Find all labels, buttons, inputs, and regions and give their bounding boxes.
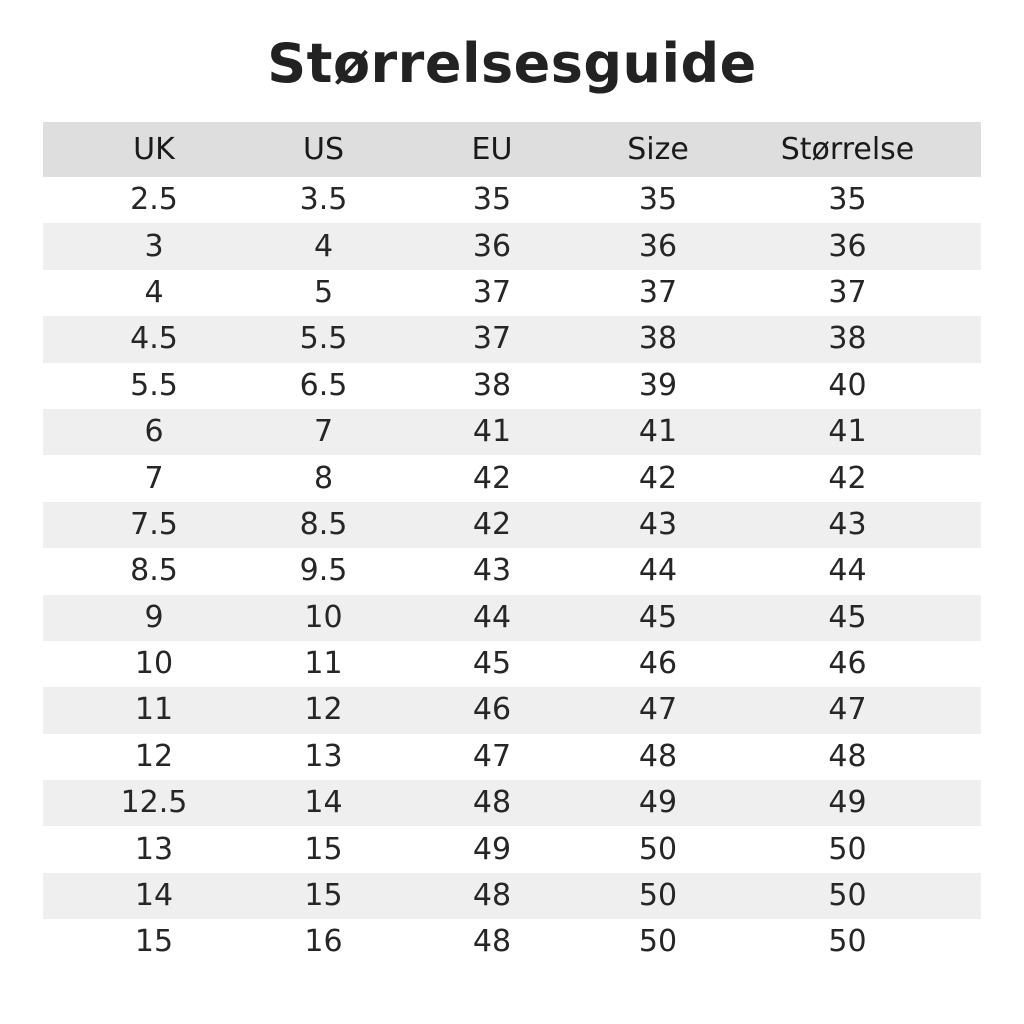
table-row — [43, 363, 981, 409]
cell-size: 50 — [638, 878, 678, 914]
cell-us: 5.5 — [299, 321, 348, 357]
cell-storrelse: 50 — [828, 878, 867, 914]
cell-uk: 15 — [134, 924, 174, 960]
table-row — [43, 873, 981, 919]
header-us: US — [302, 131, 344, 167]
cell-us: 13 — [304, 738, 343, 774]
cell-eu: 44 — [472, 599, 512, 635]
table-row — [43, 177, 981, 223]
cell-eu: 47 — [472, 738, 512, 774]
cell-eu: 48 — [472, 878, 512, 914]
table-header-row — [43, 122, 981, 177]
table-row — [43, 826, 981, 872]
cell-us: 7 — [313, 414, 334, 450]
cell-uk: 4.5 — [130, 321, 178, 357]
table-row — [43, 223, 981, 269]
table-row — [43, 595, 981, 641]
cell-us: 16 — [304, 924, 343, 960]
size-guide-table — [43, 122, 981, 966]
cell-size: 50 — [638, 924, 678, 960]
cell-uk: 4 — [144, 274, 164, 310]
cell-size: 39 — [638, 367, 678, 403]
table-row — [43, 687, 981, 733]
table-row — [43, 316, 981, 362]
cell-size: 46 — [638, 646, 678, 682]
cell-size: 35 — [638, 182, 678, 218]
cell-us: 12 — [304, 692, 343, 728]
cell-us: 8 — [313, 460, 334, 496]
cell-uk: 2.5 — [130, 182, 178, 218]
header-size: Size — [627, 131, 689, 167]
cell-storrelse: 46 — [828, 646, 867, 682]
cell-eu: 37 — [472, 274, 512, 310]
cell-us: 15 — [304, 831, 343, 867]
cell-size: 48 — [638, 738, 678, 774]
cell-us: 14 — [304, 785, 343, 821]
cell-uk: 14 — [134, 878, 174, 914]
cell-uk: 13 — [134, 831, 174, 867]
header-storrelse: Størrelse — [780, 131, 915, 167]
cell-eu: 48 — [472, 785, 512, 821]
cell-eu: 48 — [472, 924, 512, 960]
cell-size: 38 — [638, 321, 678, 357]
cell-storrelse: 49 — [828, 785, 867, 821]
cell-uk: 12 — [134, 738, 174, 774]
cell-storrelse: 35 — [828, 182, 867, 218]
table-row — [43, 919, 981, 965]
cell-storrelse: 45 — [828, 599, 867, 635]
cell-us: 9.5 — [299, 553, 348, 589]
cell-size: 41 — [638, 414, 678, 450]
cell-storrelse: 38 — [828, 321, 867, 357]
cell-eu: 42 — [472, 506, 512, 542]
cell-eu: 36 — [472, 228, 512, 264]
cell-uk: 3 — [144, 228, 164, 264]
table-row — [43, 780, 981, 826]
cell-eu: 41 — [472, 414, 512, 450]
cell-size: 36 — [638, 228, 678, 264]
cell-size: 44 — [638, 553, 678, 589]
cell-storrelse: 36 — [828, 228, 867, 264]
cell-storrelse: 48 — [828, 738, 867, 774]
cell-uk: 7.5 — [130, 506, 178, 542]
header-uk: UK — [133, 131, 175, 167]
cell-storrelse: 41 — [828, 414, 867, 450]
table-row — [43, 734, 981, 780]
cell-eu: 35 — [472, 182, 512, 218]
cell-uk: 5.5 — [130, 367, 178, 403]
cell-eu: 45 — [472, 646, 512, 682]
cell-eu: 42 — [472, 460, 512, 496]
cell-storrelse: 43 — [828, 506, 867, 542]
cell-storrelse: 42 — [828, 460, 867, 496]
cell-storrelse: 37 — [828, 274, 867, 310]
table-body — [43, 177, 981, 966]
cell-uk: 8.5 — [130, 553, 178, 589]
cell-size: 50 — [638, 831, 678, 867]
cell-storrelse: 50 — [828, 924, 867, 960]
table-row — [43, 270, 981, 316]
cell-eu: 38 — [472, 367, 512, 403]
cell-size: 49 — [638, 785, 678, 821]
cell-uk: 6 — [144, 414, 164, 450]
cell-size: 43 — [638, 506, 678, 542]
cell-eu: 46 — [472, 692, 512, 728]
cell-uk: 11 — [134, 692, 174, 728]
table-row — [43, 641, 981, 687]
cell-size: 47 — [638, 692, 678, 728]
cell-size: 37 — [638, 274, 678, 310]
cell-uk: 10 — [134, 646, 174, 682]
table-row — [43, 455, 981, 501]
cell-us: 6.5 — [299, 367, 348, 403]
cell-size: 45 — [638, 599, 678, 635]
cell-us: 8.5 — [299, 506, 348, 542]
cell-us: 5 — [313, 274, 334, 310]
cell-storrelse: 47 — [828, 692, 867, 728]
cell-us: 11 — [304, 646, 343, 682]
cell-us: 15 — [304, 878, 343, 914]
cell-uk: 12.5 — [120, 785, 188, 821]
cell-storrelse: 50 — [828, 831, 867, 867]
cell-eu: 37 — [472, 321, 512, 357]
cell-uk: 9 — [144, 599, 164, 635]
cell-eu: 49 — [472, 831, 512, 867]
cell-uk: 7 — [144, 460, 164, 496]
cell-eu: 43 — [472, 553, 512, 589]
table-row — [43, 502, 981, 548]
cell-us: 3.5 — [299, 182, 348, 218]
cell-storrelse: 44 — [828, 553, 867, 589]
header-eu: EU — [471, 131, 513, 167]
table-row — [43, 409, 981, 455]
cell-storrelse: 40 — [828, 367, 867, 403]
page-title: Størrelsesguide — [267, 32, 757, 95]
cell-size: 42 — [638, 460, 678, 496]
table-row — [43, 548, 981, 594]
cell-us: 4 — [313, 228, 334, 264]
cell-us: 10 — [304, 599, 343, 635]
